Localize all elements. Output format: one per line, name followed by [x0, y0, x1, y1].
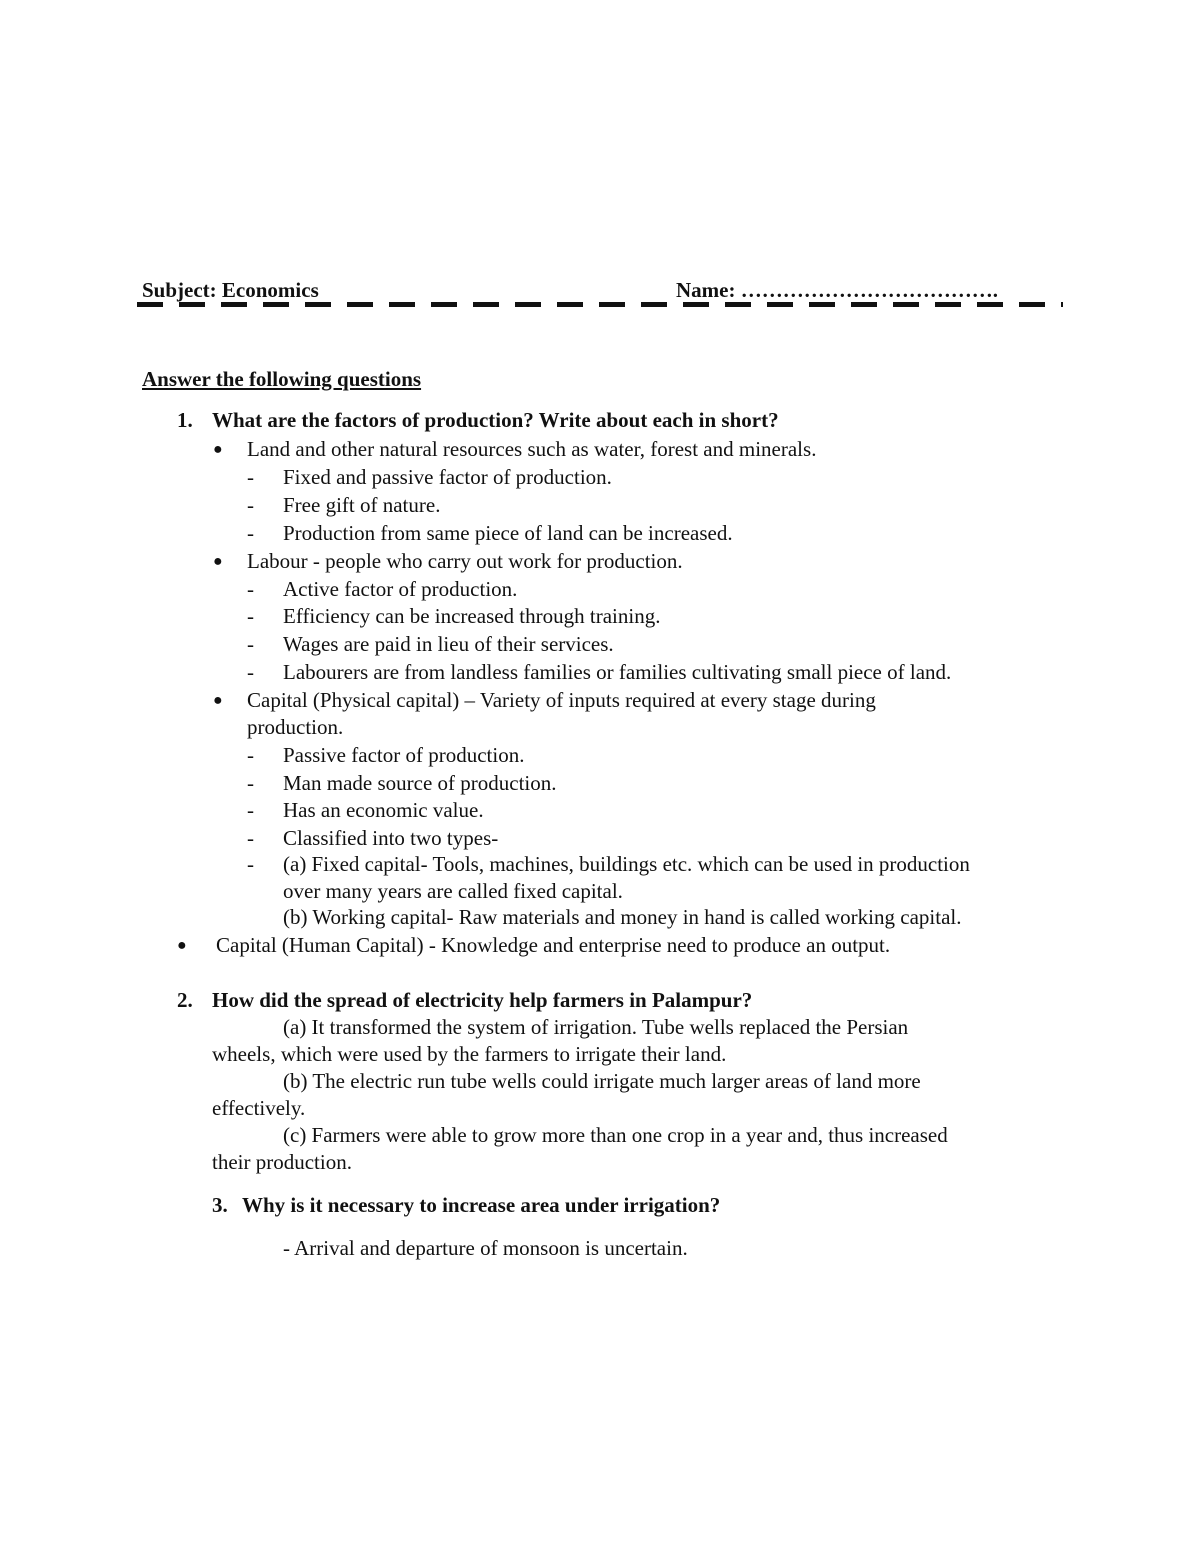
dash-icon: -: [247, 632, 254, 656]
dash-icon: -: [247, 852, 254, 876]
answer-2a: (a) It transformed the system of irrigation. Tube wells replaced the Persian: [283, 1015, 909, 1039]
labour-point: Labourers are from landless families or families cultivating small piece of land.: [283, 660, 952, 684]
human-capital-bullet-text: Capital (Human Capital) - Knowledge and enterprise need to produce an output.: [216, 933, 891, 957]
working-capital-text: (b) Working capital- Raw materials and money in hand is called working capital.: [283, 905, 962, 929]
physical-capital-point: Passive factor of production.: [283, 743, 525, 767]
labour-bullet-text: Labour - people who carry out work for production.: [247, 549, 683, 573]
land-point: Production from same piece of land can be increased.: [283, 521, 733, 545]
answer-2c: (c) Farmers were able to grow more than one crop in a year and, thus increased: [283, 1123, 948, 1147]
header-dashed-divider: [137, 302, 1063, 307]
question-3-number: 3.: [212, 1193, 228, 1217]
answer-2c-cont: their production.: [212, 1150, 352, 1174]
question-1-number: 1.: [177, 408, 193, 432]
question-2-number: 2.: [177, 988, 193, 1012]
bullet-icon: ●: [213, 692, 223, 709]
question-1-text: What are the factors of production? Write about each in short?: [212, 408, 779, 432]
dash-icon: -: [247, 826, 254, 850]
bullet-icon: ●: [177, 937, 187, 954]
labour-point: Active factor of production.: [283, 577, 518, 601]
dash-icon: -: [247, 604, 254, 628]
subject-label: Subject: Economics: [142, 278, 319, 302]
name-field-label: Name: ……………………………….: [676, 278, 998, 302]
question-2-text: How did the spread of electricity help farmers in Palampur?: [212, 988, 753, 1012]
instruction-heading: Answer the following questions: [142, 367, 422, 391]
answer-3: - Arrival and departure of monsoon is uncertain.: [283, 1236, 688, 1260]
dash-icon: -: [247, 493, 254, 517]
dash-icon: -: [247, 521, 254, 545]
dash-icon: -: [247, 771, 254, 795]
labour-point: Wages are paid in lieu of their services.: [283, 632, 614, 656]
answer-2b: (b) The electric run tube wells could irrigate much larger areas of land more: [283, 1069, 921, 1093]
dash-icon: -: [247, 743, 254, 767]
answer-2a-cont: wheels, which were used by the farmers to irrigate their land.: [212, 1042, 727, 1066]
dash-icon: -: [247, 577, 254, 601]
land-point: Free gift of nature.: [283, 493, 441, 517]
answer-2b-cont: effectively.: [212, 1096, 306, 1120]
bullet-icon: ●: [213, 553, 223, 570]
physical-capital-bullet-text-cont: production.: [247, 715, 344, 739]
physical-capital-point: Man made source of production.: [283, 771, 557, 795]
labour-point: Efficiency can be increased through training.: [283, 604, 661, 628]
question-3-text: Why is it necessary to increase area under irrigation?: [242, 1193, 721, 1217]
dash-icon: -: [247, 465, 254, 489]
physical-capital-point: Classified into two types-: [283, 826, 499, 850]
bullet-icon: ●: [213, 441, 223, 458]
land-bullet-text: Land and other natural resources such as water, forest and minerals.: [247, 437, 817, 461]
physical-capital-point: Has an economic value.: [283, 798, 484, 822]
physical-capital-bullet-text: Capital (Physical capital) – Variety of inputs required at every stage during: [247, 688, 876, 712]
fixed-capital-text: (a) Fixed capital- Tools, machines, buildings etc. which can be used in production: [283, 852, 970, 876]
fixed-capital-text-cont: over many years are called fixed capital.: [283, 879, 623, 903]
land-point: Fixed and passive factor of production.: [283, 465, 612, 489]
dash-icon: -: [247, 660, 254, 684]
dash-icon: -: [247, 798, 254, 822]
